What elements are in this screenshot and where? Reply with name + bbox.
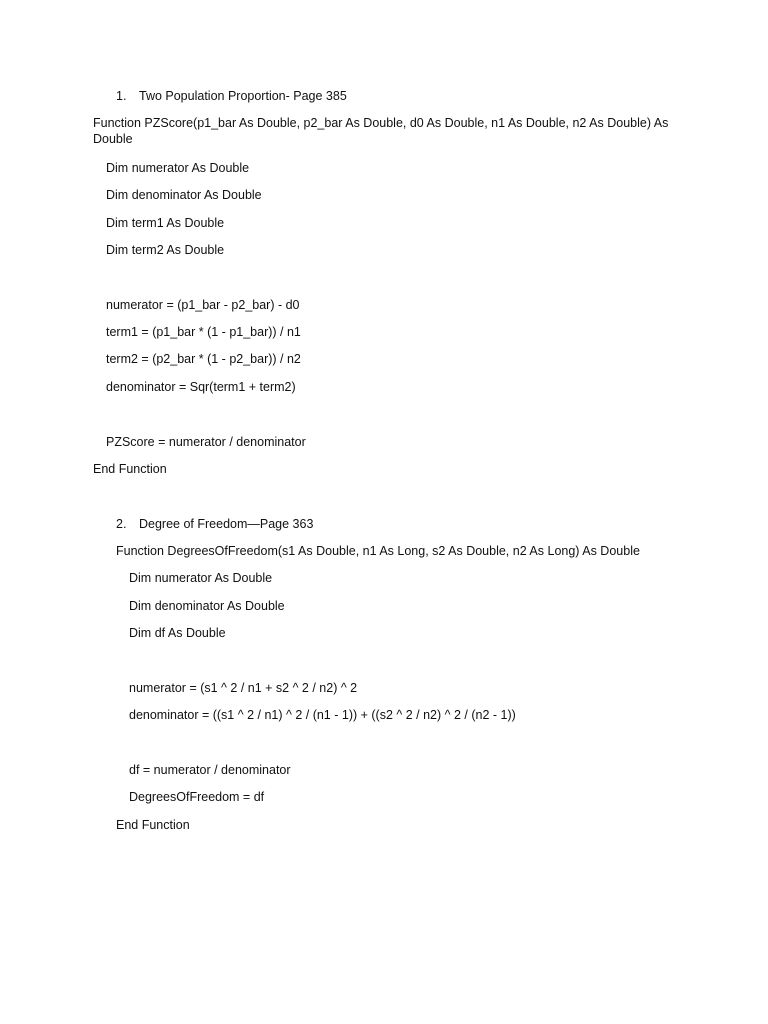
code-line: denominator = Sqr(term1 + term2) bbox=[106, 380, 296, 394]
section-2-number: 2. bbox=[116, 517, 127, 531]
section-2-heading bbox=[116, 516, 313, 532]
code-line: Dim df As Double bbox=[129, 626, 226, 640]
section-1-number: 1. bbox=[116, 89, 127, 103]
code-line: denominator = ((s1 ^ 2 / n1) ^ 2 / (n1 - 1)) + ((s2 ^ 2 / n2) ^ 2 / (n2 - 1)) bbox=[129, 708, 516, 722]
degreesoffreedom-signature: Function DegreesOfFreedom(s1 As Double, n1 As Long, s2 As Double, n2 As Long) As Double bbox=[116, 544, 640, 558]
end-function-2: End Function bbox=[116, 818, 190, 832]
code-line: Dim term1 As Double bbox=[106, 216, 225, 230]
code-line: Dim numerator As Double bbox=[106, 161, 250, 175]
code-line: Dim numerator As Double bbox=[129, 571, 273, 585]
pzscore-signature: Function PZScore(p1_bar As Double, p2_bar As Double, d0 As Double, n1 As Double, n2 As Double) As Double bbox=[93, 116, 669, 146]
code-line: Dim denominator As Double bbox=[106, 188, 262, 202]
end-function-1: End Function bbox=[93, 462, 167, 476]
code-line: Dim term2 As Double bbox=[106, 243, 225, 257]
code-line: numerator = (s1 ^ 2 / n1 + s2 ^ 2 / n2) ^ 2 bbox=[129, 681, 358, 695]
code-line: DegreesOfFreedom = df bbox=[129, 790, 265, 804]
code-line: PZScore = numerator / denominator bbox=[106, 435, 306, 449]
section-1-heading bbox=[116, 88, 347, 104]
code-line: Dim denominator As Double bbox=[129, 599, 285, 613]
code-line: term1 = (p1_bar * (1 - p1_bar)) / n1 bbox=[106, 325, 301, 339]
code-line: numerator = (p1_bar - p2_bar) - d0 bbox=[106, 298, 300, 312]
code-line: term2 = (p2_bar * (1 - p2_bar)) / n2 bbox=[106, 352, 301, 366]
section-2-title: Degree of Freedom—Page 363 bbox=[139, 517, 314, 531]
code-line: df = numerator / denominator bbox=[129, 763, 291, 777]
section-1-title: Two Population Proportion- Page 385 bbox=[139, 89, 347, 103]
